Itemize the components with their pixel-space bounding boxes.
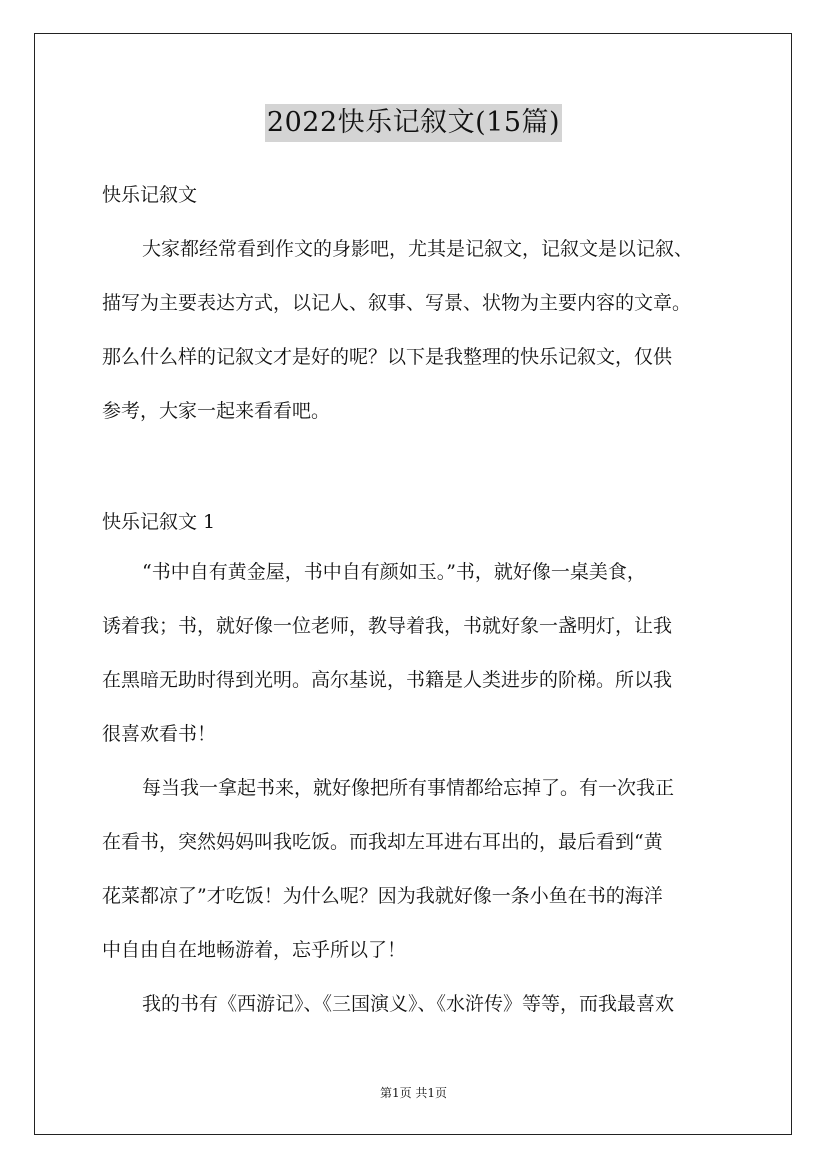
document-title: 2022快乐记叙文(15篇)	[265, 104, 562, 142]
section1-heading: 快乐记叙文 1	[102, 511, 216, 533]
intro-line-2: 描写为主要表达方式，以记人、叙事、写景、状物为主要内容的文章。	[102, 292, 692, 314]
intro-line-3: 那么什么样的记叙文才是好的呢？以下是我整理的快乐记叙文，仅供	[102, 346, 673, 368]
intro-heading: 快乐记叙文	[102, 184, 198, 206]
paragraph-2	[102, 761, 727, 977]
paragraph-3	[102, 977, 727, 1031]
title-wrap	[0, 104, 827, 142]
p2-line-1: 每当我一拿起书来，就好像把所有事情都给忘掉了。有一次我正	[142, 777, 675, 799]
intro-line-4: 参考，大家一起来看看吧。	[102, 400, 331, 422]
p2-line-3: 花菜都凉了”才吃饭！为什么呢？因为我就好像一条小鱼在书的海洋	[102, 885, 663, 907]
p1-line-3: 在黑暗无助时得到光明。高尔基说，书籍是人类进步的阶梯。所以我	[102, 669, 673, 691]
p2-line-2: 在看书，突然妈妈叫我吃饭。而我却左耳进右耳出的，最后看到“黄	[102, 831, 663, 853]
p1-line-4: 很喜欢看书！	[102, 723, 217, 745]
intro-paragraph	[102, 222, 727, 438]
p2-line-4: 中自由自在地畅游着，忘乎所以了！	[102, 939, 407, 961]
p1-line-1: “书中自有黄金屋，书中自有颜如玉。”书，就好像一桌美食，	[142, 561, 646, 583]
paragraph-1	[102, 545, 727, 761]
intro-line-1: 大家都经常看到作文的身影吧，尤其是记叙文，记叙文是以记叙、	[142, 238, 694, 260]
p3-line-1: 我的书有《西游记》、《三国演义》、《水浒传》等等，而我最喜欢	[142, 993, 675, 1015]
page-footer: 第1页 共1页	[379, 1086, 448, 1100]
p1-line-2: 诱着我；书，就好像一位老师，教导着我，书就好象一盏明灯，让我	[102, 615, 673, 637]
